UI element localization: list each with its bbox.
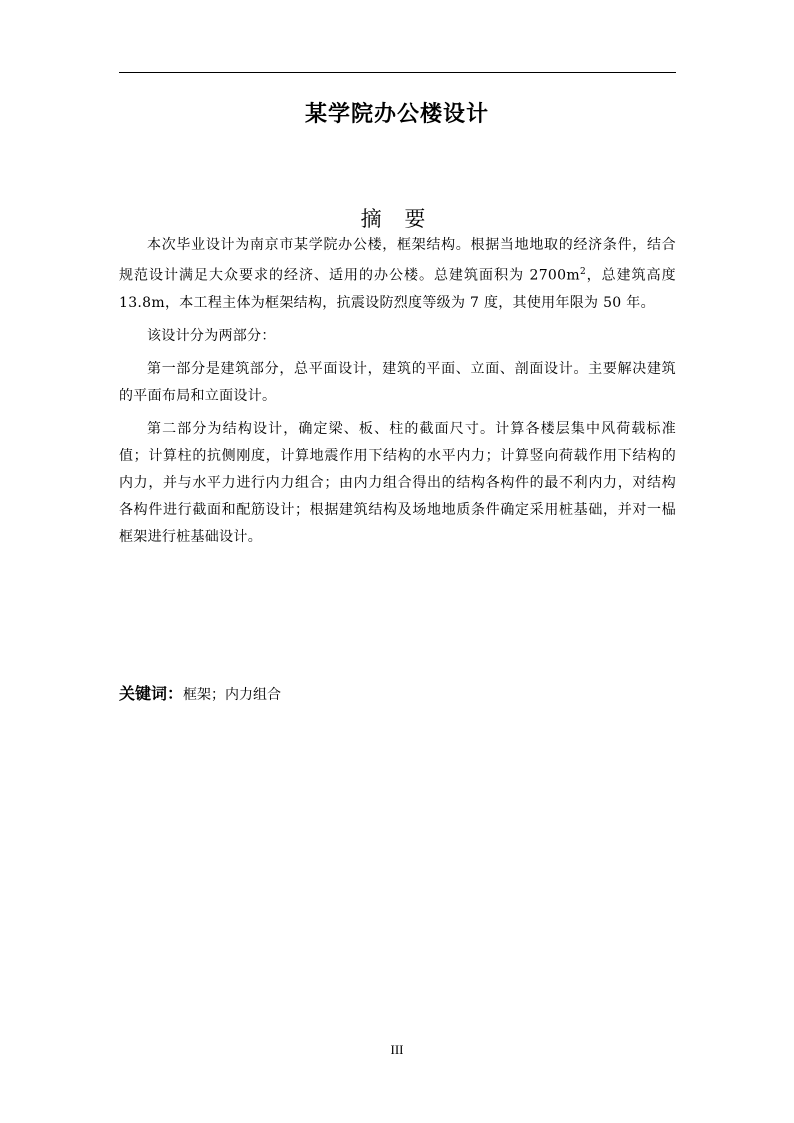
document-title: 某学院办公楼设计	[304, 102, 489, 127]
abstract-body	[119, 232, 676, 551]
paragraph-1-text-a: 本次毕业设计为南京市某学院办公楼，框架结构。根据当地地取的经济条件，结合规范设计满足大众要求的经济、适用的办公楼。总建筑面积为 2700m	[119, 237, 676, 284]
abstract-paragraph-3: 第一部分是建筑部分，总平面设计，建筑的平面、立面、剖面设计。主要解决建筑的平面布局和立面设计。	[119, 360, 676, 404]
keywords-label: 关键词：	[119, 684, 184, 703]
abstract-heading: 摘 要	[360, 207, 434, 231]
area-unit-superscript: 2	[579, 267, 586, 277]
abstract-paragraph-1	[119, 232, 676, 317]
header-rule	[119, 72, 676, 73]
abstract-paragraph-4: 第二部分为结构设计，确定梁、板、柱的截面尺寸。计算各楼层集中风荷载标准值；计算柱的抗侧刚度，计算地震作用下结构的水平内力；计算竖向荷载作用下结构的内力，并与水平力进行内力组合；由内力组合得出的结构各构件的最不利内力，对结构各构件进行截面和配筋设计；根据建筑结构及场地地质条件确定采用桩基础，并对一榀框架进行桩基础设计。	[119, 420, 676, 545]
page-number: III	[390, 1042, 404, 1057]
paragraph-1-text-b: ，总建筑高度 13.8m，本工程主体为框架结构，抗震设防烈度等级为 7 度，其使用年限为 50 年。	[119, 267, 676, 311]
keywords-line	[119, 681, 281, 704]
keywords-value: 框架；内力组合	[183, 687, 282, 703]
abstract-paragraph-2: 该设计分为两部分：	[147, 327, 276, 344]
